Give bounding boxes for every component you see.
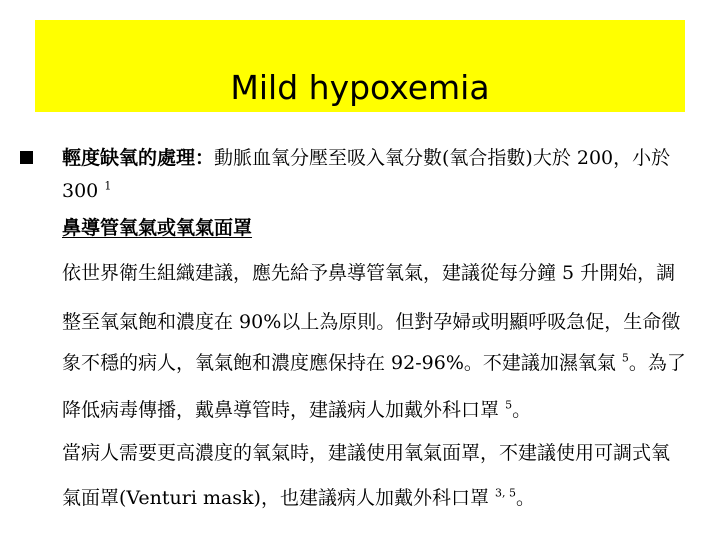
paragraph1-line-4 [62, 397, 531, 423]
reference-mark: 1 [104, 179, 112, 193]
intro-line-1 [62, 145, 670, 171]
line-text: 降低病毒傳播，戴鼻導管時，建議病人加戴外科口罩 [62, 399, 500, 421]
bullet-square-icon [20, 151, 33, 164]
line-text: 當病人需要更高濃度的氧氣時，建議使用氧氣面罩，不建議使用可調式氧 [62, 442, 671, 464]
paragraph1-line-1 [62, 260, 675, 286]
section-heading: 輕度缺氧的處理： [62, 147, 215, 169]
title-banner [35, 20, 685, 112]
intro-text: 動脈血氧分壓至吸入氧分數(氧合指數)大於 200，小於 [214, 147, 671, 169]
intro-line-2 [62, 178, 111, 204]
line-text-after: 。 [516, 487, 536, 509]
line-text-after: 。 [512, 399, 532, 421]
line-text: 象不穩的病人，氧氣飽和濃度應保持在 92-96%。不建議加濕氧氣 [62, 352, 616, 374]
page-title: Mild hypoxemia [230, 68, 490, 107]
reference-mark: 5 [505, 398, 513, 412]
intro-text-cont: 300 [62, 180, 99, 202]
paragraph1-line-3 [62, 350, 686, 376]
reference-mark: 3, 5 [495, 486, 517, 500]
subheading: 鼻導管氧氣或氧氣面罩 [62, 217, 253, 239]
line-text: 依世界衛生組織建議，應先給予鼻導管氧氣，建議從每分鐘 5 升開始，調 [62, 262, 676, 284]
line-text-after: 。為了 [628, 352, 686, 374]
paragraph2-line-1 [62, 440, 670, 466]
line-text: 氣面罩(Venturi mask)，也建議病人加戴外科口罩 [62, 487, 489, 509]
line-text: 整至氧氣飽和濃度在 90%以上為原則。但對孕婦或明顯呼吸急促，生命徵 [62, 311, 681, 333]
paragraph1-line-2 [62, 309, 680, 335]
paragraph2-line-2 [62, 485, 535, 511]
reference-mark: 5 [621, 351, 629, 365]
